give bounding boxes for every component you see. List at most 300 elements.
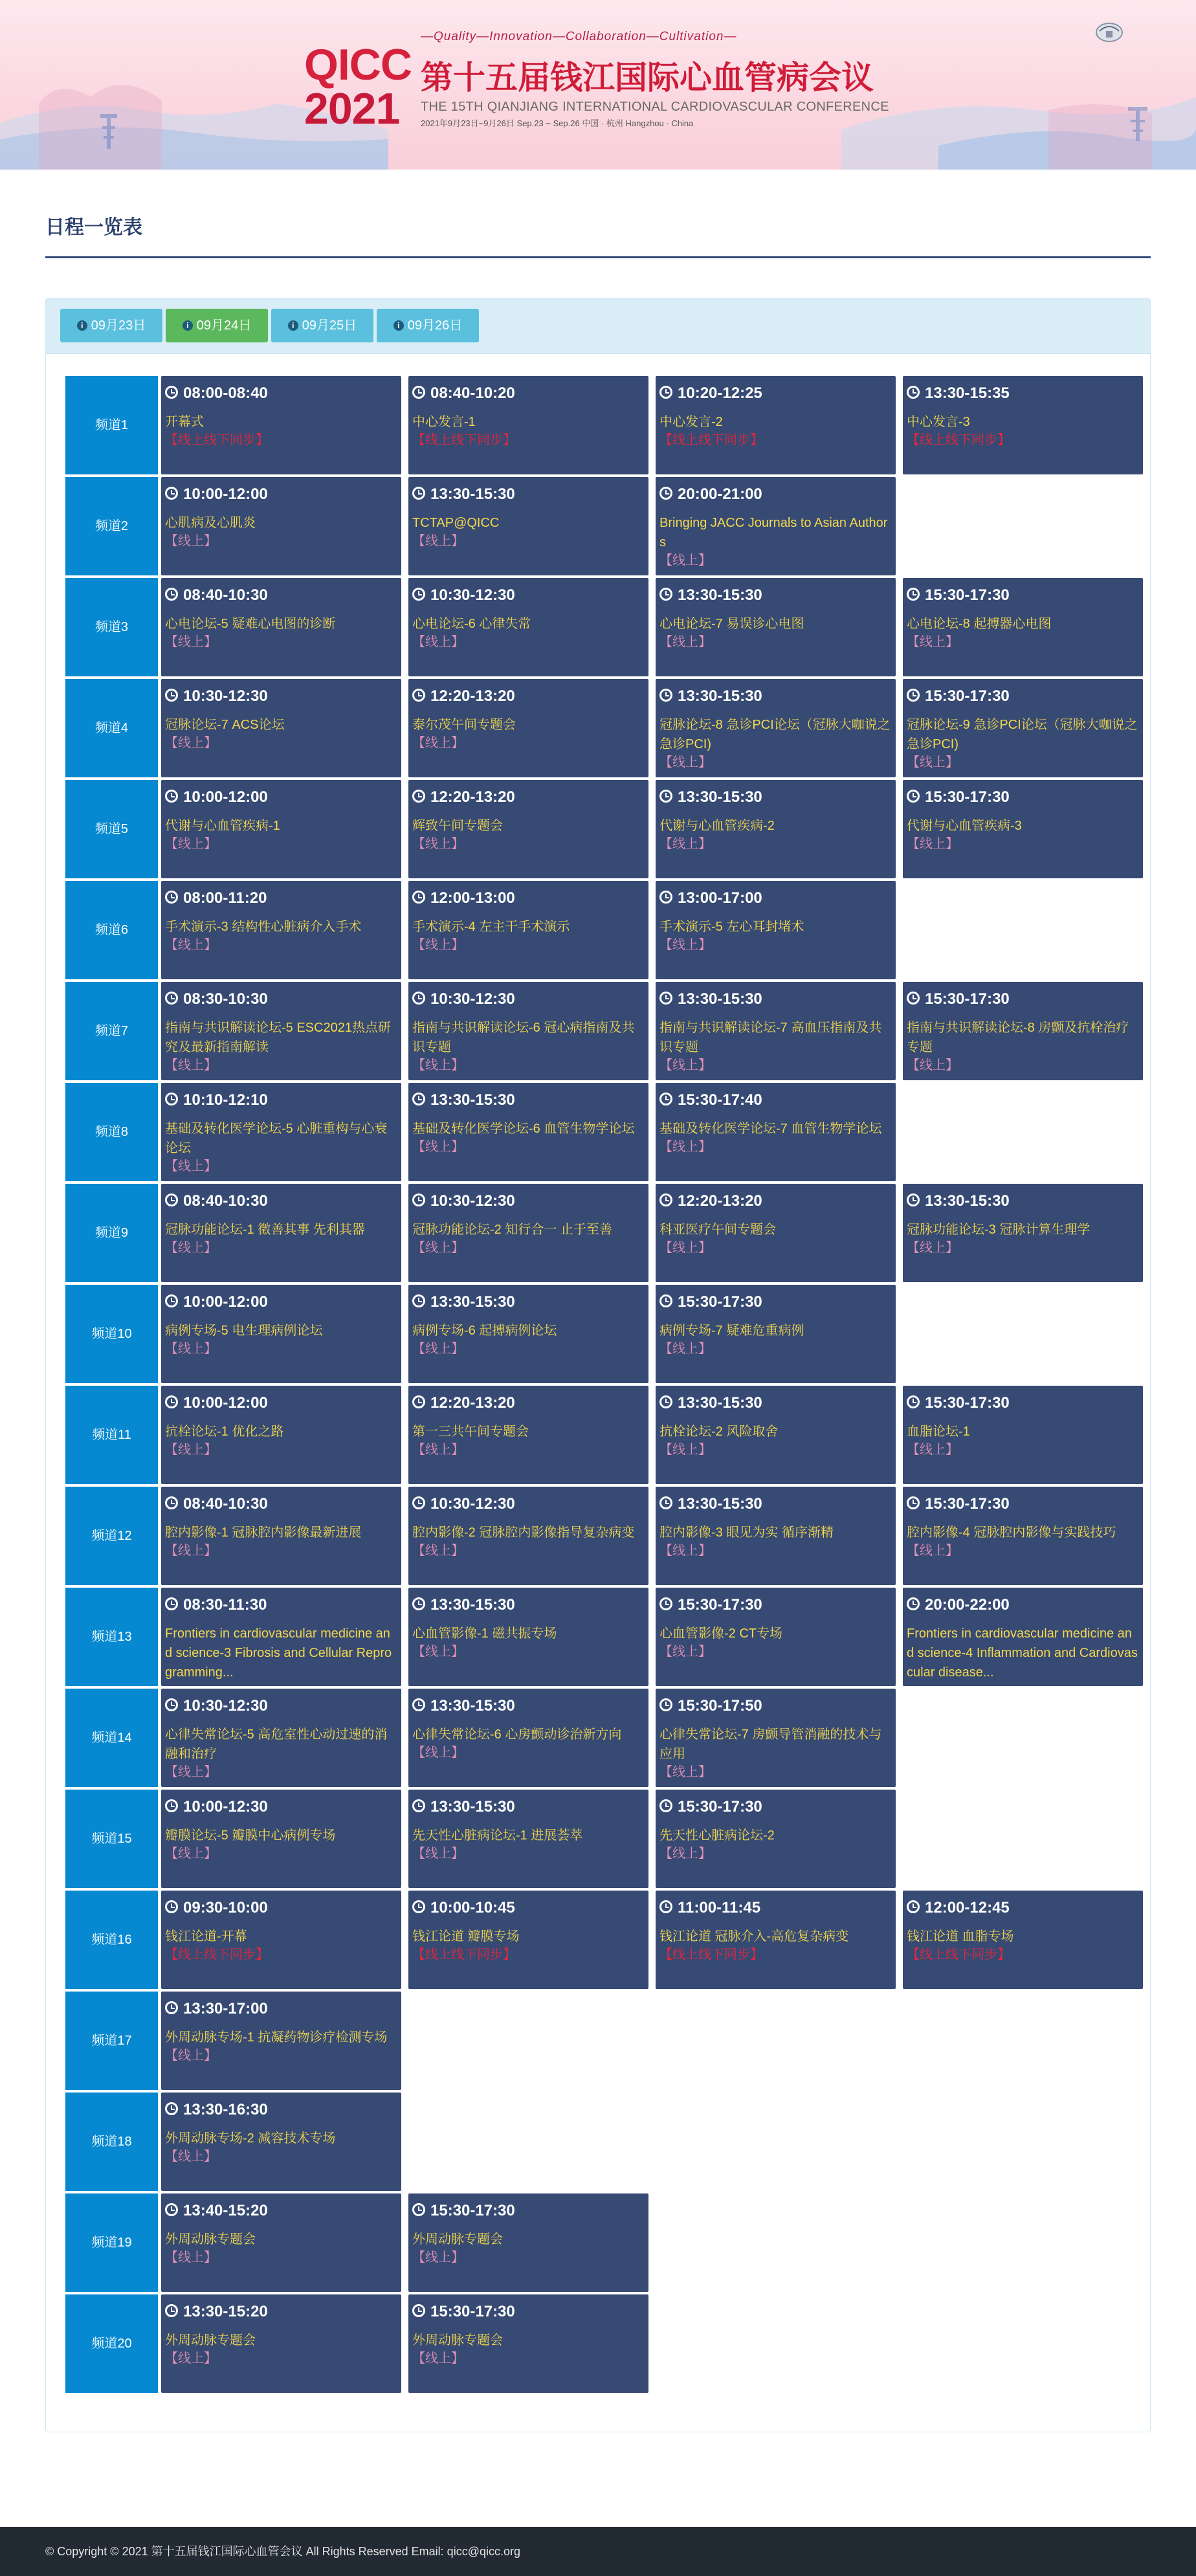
session-time-text: 08:40-10:30 <box>183 1192 268 1210</box>
session-title: 冠脉功能论坛-3 冠脉计算生理学 <box>907 1223 1091 1237</box>
session-mode: 【线上】 <box>659 755 711 770</box>
session-title: 血脂论坛-1 <box>907 1425 970 1439</box>
clock-icon <box>165 386 178 399</box>
title-divider <box>45 256 1151 258</box>
clock-icon <box>412 487 425 500</box>
session-card[interactable] <box>656 1285 896 1383</box>
clock-icon <box>165 1093 178 1105</box>
session-time-text: 13:30-15:30 <box>430 1293 515 1311</box>
session-mode: 【线上】 <box>165 837 217 851</box>
session-card[interactable] <box>903 780 1143 878</box>
channel-label: 频道8 <box>65 1083 158 1181</box>
session-time <box>165 2201 397 2221</box>
session-card[interactable] <box>903 1184 1143 1282</box>
session-card[interactable] <box>161 1487 401 1585</box>
schedule-row <box>65 1083 1145 1181</box>
session-time <box>412 1192 645 1211</box>
session-card[interactable] <box>408 1487 648 1585</box>
session-time-text: 15:30-17:50 <box>678 1697 762 1715</box>
session-mode: 【线上】 <box>412 1058 464 1072</box>
session-card[interactable] <box>408 881 648 979</box>
channel-label: 频道7 <box>65 982 158 1080</box>
channel-label: 频道18 <box>65 2093 158 2191</box>
session-time <box>412 1696 645 1716</box>
clock-icon <box>165 891 178 904</box>
session-time <box>412 1595 645 1615</box>
session-time <box>412 1797 645 1817</box>
tab-label: 09月23日 <box>91 318 146 333</box>
session-card[interactable] <box>656 1184 896 1282</box>
clock-icon <box>412 2304 425 2317</box>
session-time-text: 08:00-11:20 <box>183 889 267 907</box>
session-card[interactable] <box>408 1083 648 1181</box>
session-mode: 【线上】 <box>659 1544 711 1558</box>
session-mode: 【线上】 <box>659 1058 711 1072</box>
session-title: 心电论坛-8 起搏器心电图 <box>907 617 1052 631</box>
session-title: 外周动脉专题会 <box>165 2333 256 2348</box>
session-time <box>165 990 397 1009</box>
session-time-text: 15:30-17:30 <box>925 586 1010 604</box>
session-time <box>659 1192 892 1211</box>
session-card[interactable] <box>408 1891 648 1989</box>
session-mode: 【线上线下同步】 <box>412 1948 516 1962</box>
clock-icon <box>412 588 425 601</box>
session-time-text: 10:20-12:25 <box>678 384 762 402</box>
session-time-text: 10:30-12:30 <box>430 990 515 1008</box>
session-card[interactable] <box>656 982 896 1080</box>
session-title: 心肌病及心肌炎 <box>165 516 256 530</box>
session-title: Frontiers in cardiovascular medicine and science-4 Inflammation and Cardiovascular disease... <box>907 1627 1138 1680</box>
session-time-text: 13:30-15:35 <box>925 384 1010 402</box>
channel-label: 频道12 <box>65 1487 158 1585</box>
session-time-text: 10:00-12:30 <box>183 1798 268 1815</box>
session-time-text: 10:30-12:30 <box>183 687 268 705</box>
session-card[interactable] <box>408 1588 648 1686</box>
session-title: 心电论坛-7 易误诊心电图 <box>659 617 804 631</box>
session-mode: 【线上】 <box>907 755 958 770</box>
session-card[interactable] <box>408 376 648 474</box>
tab-date-0926[interactable] <box>377 309 479 342</box>
session-title: TCTAP@QICC <box>412 516 500 530</box>
schedule-row <box>65 1689 1145 1787</box>
session-time-text: 08:40-10:30 <box>183 1495 268 1513</box>
session-time-text: 13:30-15:30 <box>678 687 762 705</box>
clock-icon <box>165 689 178 702</box>
clock-icon <box>659 386 672 399</box>
session-mode: 【线上】 <box>412 837 464 851</box>
clock-icon <box>165 992 178 1005</box>
schedule-panel <box>45 298 1151 2432</box>
session-card[interactable] <box>408 477 648 575</box>
session-mode: 【线上】 <box>907 1544 958 1558</box>
clock-icon <box>165 2304 178 2317</box>
schedule-row <box>65 1588 1145 1686</box>
session-card[interactable] <box>656 1689 896 1787</box>
clock-icon <box>412 1900 425 1913</box>
session-time-text: 10:00-10:45 <box>430 1899 515 1916</box>
session-time <box>412 1393 645 1413</box>
session-time <box>412 586 645 605</box>
session-card[interactable] <box>161 1083 401 1181</box>
session-time <box>659 485 892 504</box>
schedule-row <box>65 2294 1145 2393</box>
session-card[interactable] <box>161 1386 401 1484</box>
session-title: 指南与共识解读论坛-8 房颤及抗栓治疗专题 <box>907 1021 1129 1054</box>
session-card[interactable] <box>408 578 648 676</box>
session-card[interactable] <box>903 982 1143 1080</box>
clock-icon <box>412 1496 425 1509</box>
session-mode: 【线上】 <box>165 938 217 952</box>
session-title: 代谢与心血管疾病-3 <box>907 819 1022 833</box>
session-time-text: 13:30-15:30 <box>678 788 762 806</box>
session-time <box>659 889 892 908</box>
clock-icon <box>412 689 425 702</box>
session-time <box>165 1393 397 1413</box>
session-time <box>165 1595 397 1615</box>
session-card[interactable] <box>408 2294 648 2393</box>
clock-icon <box>165 1900 178 1913</box>
session-time <box>412 889 645 908</box>
session-card[interactable] <box>656 1083 896 1181</box>
channel-label: 频道2 <box>65 477 158 575</box>
session-time <box>907 1595 1139 1615</box>
channel-label: 频道1 <box>65 376 158 474</box>
session-card[interactable] <box>903 376 1143 474</box>
session-mode: 【线上】 <box>165 1241 217 1255</box>
session-card[interactable] <box>161 881 401 979</box>
session-title: 腔内影像-1 冠脉腔内影像最新进展 <box>165 1526 362 1540</box>
session-card[interactable] <box>161 376 401 474</box>
session-time-text: 10:10-12:10 <box>183 1091 268 1109</box>
session-title: 外周动脉专题会 <box>412 2232 503 2247</box>
session-time <box>907 1192 1139 1211</box>
session-time <box>659 1696 892 1716</box>
session-time <box>412 687 645 706</box>
session-time <box>907 788 1139 807</box>
session-time <box>659 1293 892 1312</box>
session-card[interactable] <box>161 1689 401 1787</box>
session-time-text: 13:30-15:30 <box>430 1697 515 1715</box>
session-time-text: 20:00-21:00 <box>678 485 762 503</box>
session-mode: 【线上】 <box>165 736 217 750</box>
session-card[interactable] <box>656 376 896 474</box>
session-title: 心律失常论坛-7 房颤导管消融的技术与应用 <box>659 1727 882 1761</box>
channel-label: 频道15 <box>65 1790 158 1888</box>
clock-icon <box>907 689 920 702</box>
session-mode: 【线上】 <box>165 635 217 649</box>
conference-title-english: THE 15TH QIANJIANG INTERNATIONAL CARDIOVASCULAR CONFERENCE <box>421 100 889 114</box>
schedule-row <box>65 2093 1145 2191</box>
session-card[interactable] <box>161 1891 401 1989</box>
schedule-row <box>65 1891 1145 1989</box>
session-card[interactable] <box>408 982 648 1080</box>
session-title: 抗栓论坛-2 风险取舍 <box>659 1425 779 1439</box>
session-time-text: 10:30-12:30 <box>430 1495 515 1513</box>
session-time-text: 12:00-12:45 <box>925 1899 1010 1916</box>
session-title: 冠脉功能论坛-1 徵善其事 先利其器 <box>165 1223 365 1237</box>
session-mode: 【线上】 <box>412 2351 464 2366</box>
session-mode: 【线上】 <box>165 534 217 548</box>
session-card[interactable] <box>161 1184 401 1282</box>
session-card[interactable] <box>903 1891 1143 1989</box>
session-card[interactable] <box>656 1487 896 1585</box>
session-card[interactable] <box>161 1285 401 1383</box>
channel-label: 频道6 <box>65 881 158 979</box>
session-card[interactable] <box>161 578 401 676</box>
session-card[interactable] <box>408 679 648 777</box>
session-time <box>659 687 892 706</box>
session-card[interactable] <box>408 1790 648 1888</box>
session-time <box>412 1898 645 1918</box>
schedule-row <box>65 1487 1145 1585</box>
clock-icon <box>659 1294 672 1307</box>
clock-icon <box>659 891 672 904</box>
header-banner <box>0 0 1196 170</box>
clock-icon <box>907 1597 920 1610</box>
tab-label: 09月25日 <box>302 318 357 333</box>
session-card[interactable] <box>408 780 648 878</box>
clock-icon <box>907 588 920 601</box>
clock-icon <box>165 1395 178 1408</box>
clock-icon <box>659 1900 672 1913</box>
session-time <box>165 2302 397 2322</box>
session-time <box>907 1898 1139 1918</box>
session-time <box>165 384 397 403</box>
session-time-text: 12:20-13:20 <box>430 1394 515 1412</box>
session-time <box>907 1393 1139 1413</box>
channel-label: 频道20 <box>65 2294 158 2393</box>
session-title: 外周动脉专场-2 减容技术专场 <box>165 2131 336 2146</box>
session-card[interactable] <box>656 1891 896 1989</box>
schedule-row <box>65 477 1145 575</box>
session-mode: 【线上】 <box>412 1342 464 1356</box>
channel-label: 频道19 <box>65 2193 158 2292</box>
session-time <box>659 1091 892 1110</box>
session-mode: 【线上线下同步】 <box>412 433 516 447</box>
session-mode: 【线上】 <box>165 1765 217 1779</box>
session-title: 腔内影像-3 眼见为实 循序渐精 <box>659 1526 834 1540</box>
session-card[interactable] <box>903 679 1143 777</box>
session-mode: 【线上】 <box>165 1544 217 1558</box>
session-time-text: 20:00-22:00 <box>925 1596 1010 1614</box>
clock-icon <box>659 588 672 601</box>
session-time-text: 15:30-17:30 <box>678 1596 762 1614</box>
session-card[interactable] <box>656 1386 896 1484</box>
session-time-text: 15:30-17:30 <box>678 1293 762 1311</box>
session-mode: 【线上】 <box>165 2149 217 2164</box>
session-mode: 【线上】 <box>165 1443 217 1457</box>
session-time-text: 13:30-15:30 <box>925 1192 1010 1210</box>
session-title: 先天性心脏病论坛-2 <box>659 1828 775 1843</box>
schedule-row <box>65 1184 1145 1282</box>
session-mode: 【线上】 <box>907 1241 958 1255</box>
channel-label: 频道13 <box>65 1588 158 1686</box>
session-time-text: 15:30-17:30 <box>925 788 1010 806</box>
session-card[interactable] <box>408 2193 648 2292</box>
clock-icon <box>412 1597 425 1610</box>
session-mode: 【线上】 <box>659 553 711 568</box>
clock-icon <box>659 1597 672 1610</box>
session-time-text: 12:20-13:20 <box>678 1192 762 1210</box>
session-title: Bringing JACC Journals to Asian Authors <box>659 516 888 550</box>
session-card[interactable] <box>656 780 896 878</box>
session-card[interactable] <box>903 1487 1143 1585</box>
session-title: 病例专场-6 起搏病例论坛 <box>412 1324 557 1338</box>
clock-icon <box>907 1395 920 1408</box>
session-card[interactable] <box>161 1992 401 2090</box>
session-card[interactable] <box>656 679 896 777</box>
session-title: 心血管影像-1 磁共振专场 <box>412 1627 557 1641</box>
session-title: 基础及转化医学论坛-7 血管生物学论坛 <box>659 1122 882 1136</box>
conference-dates: 2021年9月23日~9月26日 Sep.23 ~ Sep.26 中国 · 杭州 Hangzhou · China <box>421 118 694 128</box>
session-title: 辉致午间专题会 <box>412 819 503 833</box>
session-time-text: 13:30-16:30 <box>183 2101 268 2118</box>
clock-icon <box>659 689 672 702</box>
channel-label: 频道10 <box>65 1285 158 1383</box>
session-time-text: 10:00-12:00 <box>183 1394 268 1412</box>
session-title: 病例专场-5 电生理病例论坛 <box>165 1324 323 1338</box>
page-title: 日程一览表 <box>45 217 142 238</box>
session-card[interactable] <box>656 578 896 676</box>
session-card[interactable] <box>161 2294 401 2393</box>
session-mode: 【线上】 <box>659 1645 711 1659</box>
session-card[interactable] <box>656 1790 896 1888</box>
session-card[interactable] <box>408 1184 648 1282</box>
session-title: 手术演示-5 左心耳封堵术 <box>659 920 804 934</box>
session-card[interactable] <box>903 578 1143 676</box>
session-title: 基础及转化医学论坛-6 血管生物学论坛 <box>412 1122 635 1136</box>
session-card[interactable] <box>408 1386 648 1484</box>
session-title: 腔内影像-2 冠脉腔内影像指导复杂病变 <box>412 1526 635 1540</box>
clock-icon <box>165 2203 178 2216</box>
session-mode: 【线上】 <box>165 2351 217 2366</box>
session-time-text: 08:40-10:30 <box>183 586 268 604</box>
session-time-text: 13:30-15:30 <box>678 1495 762 1513</box>
session-title: 钱江论道 冠脉介入-高危复杂病变 <box>659 1929 849 1944</box>
session-time-text: 15:30-17:30 <box>430 2202 515 2219</box>
session-title: 手术演示-4 左主干手术演示 <box>412 920 570 934</box>
session-time-text: 10:30-12:30 <box>183 1697 268 1715</box>
session-card[interactable] <box>903 1588 1143 1686</box>
session-card[interactable] <box>656 1588 896 1686</box>
session-title: 代谢与心血管疾病-1 <box>165 819 280 833</box>
tab-label: 09月24日 <box>196 318 252 333</box>
tab-label: 09月26日 <box>407 318 463 333</box>
session-title: 外周动脉专题会 <box>165 2232 256 2247</box>
session-mode: 【线上】 <box>659 938 711 952</box>
clock-icon <box>165 1194 178 1206</box>
session-card[interactable] <box>161 2093 401 2191</box>
session-time <box>412 485 645 504</box>
session-title: 基础及转化医学论坛-5 心脏重构与心衰论坛 <box>165 1122 388 1155</box>
session-time <box>412 990 645 1009</box>
session-time <box>907 586 1139 605</box>
session-card[interactable] <box>161 982 401 1080</box>
session-time-text: 10:00-12:00 <box>183 485 268 503</box>
session-card[interactable] <box>656 881 896 979</box>
session-mode: 【线上线下同步】 <box>659 433 763 447</box>
channel-label: 频道11 <box>65 1386 158 1484</box>
session-mode: 【线上】 <box>412 1645 464 1659</box>
session-time-text: 08:40-10:20 <box>430 384 515 402</box>
clock-icon <box>165 1698 178 1711</box>
session-title: 心律失常论坛-6 心房颤动诊治新方向 <box>412 1727 622 1742</box>
session-time-text: 15:30-17:30 <box>925 687 1010 705</box>
session-time-text: 13:30-15:30 <box>678 990 762 1008</box>
session-time <box>659 384 892 403</box>
channel-label: 频道16 <box>65 1891 158 1989</box>
session-title: 冠脉论坛-7 ACS论坛 <box>165 718 285 732</box>
session-title: 开幕式 <box>165 415 204 429</box>
session-title: 冠脉论坛-9 急诊PCI论坛（冠脉大咖说之急诊PCI) <box>907 718 1138 751</box>
session-time <box>165 1293 397 1312</box>
session-mode: 【线上】 <box>412 534 464 548</box>
tab-date-0924[interactable] <box>166 309 268 342</box>
session-mode: 【线上】 <box>659 1443 711 1457</box>
session-mode: 【线上】 <box>412 1443 464 1457</box>
tab-date-0923[interactable] <box>60 309 162 342</box>
session-card[interactable] <box>161 780 401 878</box>
session-time <box>907 990 1139 1009</box>
session-card[interactable] <box>903 1386 1143 1484</box>
session-card[interactable] <box>161 2193 401 2292</box>
schedule-row <box>65 1992 1145 2090</box>
logo-text-qicc: QICC <box>304 40 412 89</box>
session-card[interactable] <box>161 1790 401 1888</box>
session-mode: 【线上】 <box>165 1342 217 1356</box>
session-card[interactable] <box>408 1285 648 1383</box>
clock-icon <box>165 487 178 500</box>
session-mode: 【线上线下同步】 <box>165 433 269 447</box>
info-icon: i <box>393 320 404 331</box>
session-time-text: 13:30-15:30 <box>430 1596 515 1614</box>
clock-icon <box>412 386 425 399</box>
session-title: 中心发言-1 <box>412 415 476 429</box>
session-card[interactable] <box>656 477 896 575</box>
session-time-text: 10:30-12:30 <box>430 586 515 604</box>
session-time-text: 15:30-17:40 <box>678 1091 762 1109</box>
session-title: 钱江论道 瓣膜专场 <box>412 1929 520 1944</box>
channel-label: 频道9 <box>65 1184 158 1282</box>
schedule-row <box>65 376 1145 474</box>
session-time-text: 15:30-17:30 <box>430 2303 515 2320</box>
session-time-text: 12:20-13:20 <box>430 788 515 806</box>
session-title: 冠脉论坛-8 急诊PCI论坛（冠脉大咖说之急诊PCI) <box>659 718 891 751</box>
schedule-row <box>65 2193 1145 2292</box>
session-mode: 【线上】 <box>412 635 464 649</box>
session-time <box>165 788 397 807</box>
session-card[interactable] <box>161 679 401 777</box>
channel-label: 频道5 <box>65 780 158 878</box>
schedule-row <box>65 1285 1145 1383</box>
channel-label: 频道3 <box>65 578 158 676</box>
clock-icon <box>165 1496 178 1509</box>
clock-icon <box>412 1799 425 1812</box>
session-mode: 【线上】 <box>165 2250 217 2265</box>
tab-date-0925[interactable] <box>271 309 373 342</box>
session-time <box>659 1898 892 1918</box>
session-time <box>165 687 397 706</box>
session-time <box>412 1293 645 1312</box>
session-card[interactable] <box>161 477 401 575</box>
session-time <box>659 990 892 1009</box>
session-mode: 【线上】 <box>412 736 464 750</box>
session-title: 科亚医疗午间专题会 <box>659 1223 776 1237</box>
session-mode: 【线上线下同步】 <box>659 1948 763 1962</box>
session-card[interactable] <box>161 1588 401 1686</box>
session-card[interactable] <box>408 1689 648 1787</box>
session-time <box>165 1494 397 1514</box>
